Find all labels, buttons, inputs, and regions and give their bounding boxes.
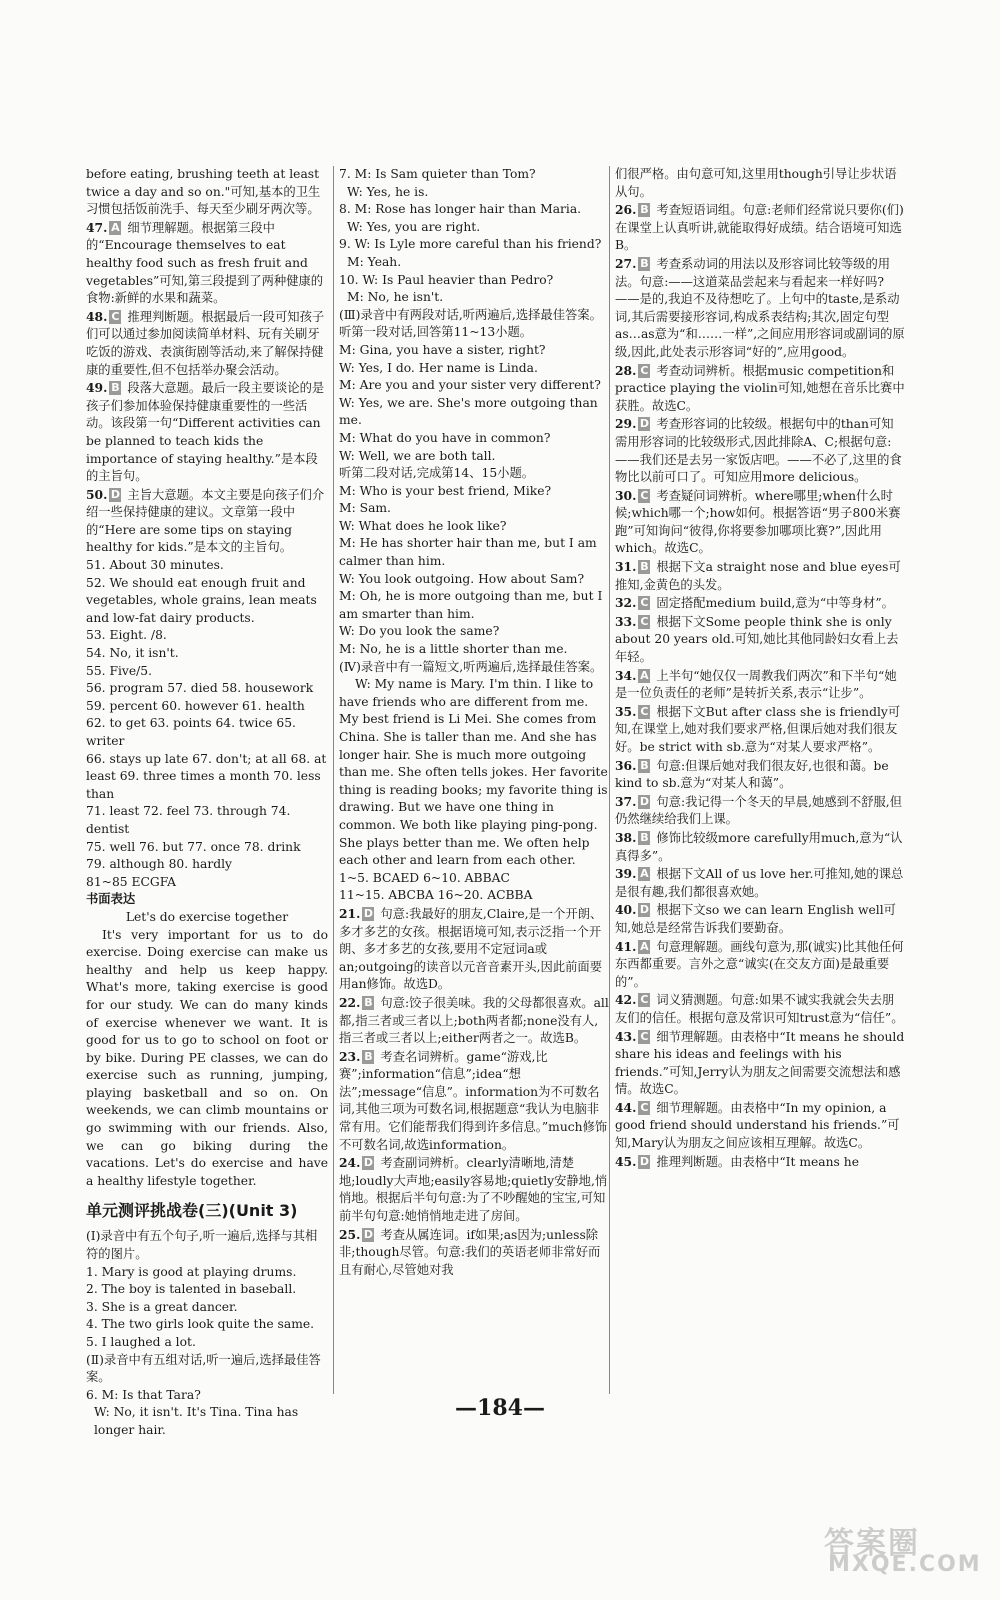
answer-item (615, 594, 905, 613)
answer-letter-box: D (639, 417, 649, 431)
explanation-text: 主旨大意题。本文主要是向孩子们介绍一些保持健康的建议。文章第一段中的“Here are some tips on staying healthy for kids.”是本文的主旨句。 (86, 487, 325, 555)
script-line: W: No, it isn't. It's Tina. Tina has longer hair. (94, 1405, 299, 1437)
dialog-line: 听第二段对话,完成第14、15小题。 (339, 466, 535, 481)
explanation-text: 考查系动词的用法以及形容词比较等级的用法。句意:——这道菜品尝起来与看起来一样好吗?——是的,我迫不及待想吃了。上句中的taste,是系动词,其后需要接形容词,构成系表结构;其次,固定句型as…as意为“和……一样”,之间应用形容词或副词的原级,因此,此处表示形容词“好的”,应用good。 (615, 256, 905, 359)
explanation-text: 固定搭配medium build,意为“中等身材”。 (656, 596, 894, 611)
question-number: 28. (615, 362, 637, 378)
dialog-line: M: No, he isn't. (347, 290, 444, 305)
explanation-text: 推理判断题。由表格中“It means he (656, 1154, 859, 1169)
answer-line: 52. We should eat enough fruit and vegetables, whole grains, lean meats and low-fat dairy products. (86, 575, 317, 625)
question-number: 29. (615, 416, 637, 432)
dialog-line: 8. M: Rose has longer hair than Maria. (339, 202, 582, 217)
question-number: 39. (615, 866, 637, 882)
watermark-logo (824, 1518, 982, 1578)
question-number: 24. (339, 1155, 361, 1171)
answer-item (615, 757, 905, 793)
answer-letter-box: B (640, 758, 649, 772)
explanation-text: 句意:饺子很美味。我的父母都很喜欢。all都,指三者或三者以上;both两者都;none没有人,指三者或三者以上;either两者之一。故选B。 (339, 995, 609, 1046)
answer-letter-box: B (640, 256, 649, 270)
section-heading: (Ⅰ)录音中有五个句子,听一遍后,选择与其相符的图片。 (86, 1229, 318, 1262)
essay-body (86, 927, 328, 1191)
answer-item (339, 1226, 609, 1280)
dialog-line: W: Yes, you are right. (347, 219, 481, 234)
essay-text: It's very important for us to do exercise. Doing exercise can make us healthy and help us keep happy. What's more, taking exercise is good for our study. We can do many kinds of exercise whenever we want. It is good for us to go to school on foot or by bike. During PE classes, we can do exercise such as running, jumping, playing basketball and so on. On weekends, we can climb mountains or go swimming with our friends. Also, we can go biking during the vacations. Let's do exercise and have a healthy lifestyle together. (86, 927, 328, 1188)
question-number: 36. (615, 757, 637, 773)
explanation-text: 考查疑问词辨析。where哪里;when什么时候;which哪一个;how如何。根据答语“男子800米赛跑”可知询问“彼得,你将要参加哪项比赛?”,因此用which。故选C。 (615, 488, 901, 556)
question-number: 42. (615, 992, 637, 1008)
question-number: 41. (615, 938, 637, 954)
script-line: 1. Mary is good at playing drums. (86, 1264, 297, 1279)
explanation-text: 考查从属连词。if如果;as因为;unless除非;though尽管。句意:我们的英语老师非常好而且有耐心,尽管她对我 (339, 1227, 601, 1277)
answer-item (615, 487, 905, 558)
answer-line: 79. although 80. hardly (86, 857, 232, 872)
answer-letter-box: D (363, 906, 373, 920)
dialog-line: 7. M: Is Sam quieter than Tom? (339, 167, 536, 181)
answer-letter-box: C (640, 488, 649, 502)
answer-line: 81~85 ECGFA (86, 874, 177, 889)
answer-line: 53. Eight. /8. (86, 628, 167, 643)
question-number: 22. (339, 994, 361, 1010)
answer-item (615, 991, 905, 1027)
answer-line: 62. to get 63. points 64. twice 65. writer (86, 716, 296, 748)
explanation-text: 根据下文But after class she is friendly可知,在课堂上,她对我们要求严格,但课后她对我们很友好。be strict with sb.意为“对某人要求严格”。 (615, 704, 901, 754)
answer-letter-box: B (640, 560, 649, 574)
answer-item (615, 415, 905, 486)
dialog-line: M: Who is your best friend, Mike? (339, 483, 552, 498)
question-number: 44. (615, 1099, 637, 1115)
answer-item (615, 793, 905, 829)
question-number: 27. (615, 255, 637, 271)
question-number: 48. (86, 308, 108, 324)
question-number: 31. (615, 559, 637, 575)
watermark-url: MXQE.COM (828, 1552, 982, 1577)
answer-letter-box: A (640, 668, 649, 682)
answer-item (615, 255, 905, 362)
question-number: 38. (615, 829, 637, 845)
explanation-text: 考查短语词组。句意:老师们经常说只要你(们)在课堂上认真听讲,就能取得好成绩。结合语境可知选B。 (615, 203, 904, 253)
explanation-text: 考查形容词的比较级。根据句中的than可知需用形容词的比较级形式,因此排除A、C;根据句意:——我们还是去另一家饭店吧。——不必了,这里的食物比以前可口了。可知应用more delicious。 (615, 417, 902, 485)
answer-letter-box: C (640, 1100, 649, 1114)
answer-item (86, 219, 328, 308)
dialog-line: M: He has shorter hair than me, but I am calmer than him. (339, 536, 597, 569)
column-right (615, 166, 905, 1171)
watermark-text: 答案圈 (824, 1526, 920, 1561)
answer-letter-box: D (363, 1156, 373, 1170)
dialog-line: 10. W: Is Paul heavier than Pedro? (339, 272, 554, 287)
paragraph: 们很严格。由句意可知,这里用though引导让步状语从句。 (615, 167, 897, 199)
unit-title: 单元测评挑战卷(三)(Unit 3) (86, 1201, 298, 1221)
answer-item (615, 201, 905, 255)
answer-letter-box: B (364, 1049, 373, 1063)
script-line: 5. I laughed a lot. (86, 1335, 196, 1349)
explanation-text: 句意:我最好的朋友,Claire,是一个开朗、多才多艺的女孩。根据语境可知,表示泛指一个开朗、多才多艺的女孩,要用不定冠词a或an;outgoing的读音以元音音素开头,因此前面要用an修饰。故选D。 (339, 906, 603, 992)
answer-letter-box: B (364, 995, 373, 1009)
explanation-text: 句意:但课后她对我们很友好,也很和蔼。be kind to sb.意为“对某人和蔼”。 (615, 758, 889, 791)
dialog-line: 听第一段对话,回答第11~13小题。 (339, 325, 533, 340)
answer-item (615, 1099, 905, 1153)
answer-item (615, 362, 905, 416)
listening-passage: W: My name is Mary. I'm thin. I like to have friends who are different from me. My best friend is Li Mei. She comes from China. She is taller than me. And she has longer hair. She is much more outgoing than me. She often tells jokes. Her favorite thing is reading books; my favorite thing is drawing. But we have one thing in common. We both like playing ping-pong. She plays better than me. We often help each other and learn from each other. (339, 677, 608, 868)
answer-line: 54. No, it isn't. (86, 646, 179, 661)
answer-item (339, 1154, 609, 1225)
answer-key-line: 11~15. ABCBA 16~20. ACBBA (339, 888, 533, 903)
script-line: 6. M: Is that Tara? (86, 1387, 201, 1402)
question-number: 32. (615, 595, 637, 611)
answer-item (86, 379, 328, 486)
answer-item (615, 558, 905, 594)
answer-line: 51. About 30 minutes. (86, 558, 224, 573)
column-divider-1 (333, 166, 334, 1394)
script-line: 3. She is a great dancer. (86, 1299, 238, 1314)
dialog-line: W: Yes, I do. Her name is Linda. (339, 360, 538, 375)
question-number: 25. (339, 1226, 361, 1242)
answer-letter-box: B (111, 381, 120, 395)
answer-letter-box: B (640, 203, 649, 217)
question-number: 49. (86, 380, 108, 396)
answer-item (615, 829, 905, 865)
answer-letter-box: C (111, 309, 120, 323)
answer-item (339, 1048, 609, 1155)
dialog-line: M: Gina, you have a sister, right? (339, 342, 546, 357)
question-number: 35. (615, 703, 637, 719)
section-heading: (Ⅱ)录音中有五组对话,听一遍后,选择最佳答案。 (86, 1352, 321, 1385)
explanation-text: 细节理解题。由表格中“In my opinion, a good friend should understand his friends.”可知,Mary认为朋友之间应该相互理解。故选C。 (615, 1100, 900, 1151)
script-line: 4. The two girls look quite the same. (86, 1317, 315, 1332)
answer-item (339, 994, 609, 1048)
question-number: 21. (339, 905, 361, 921)
explanation-text: 考查副词辨析。clearly清晰地,清楚地;loudly大声地;easily容易地;quietly安静地,悄悄地。根据后半句句意:为了不吵醒她的宝宝,可知前半句句意:她悄悄地走进了房间。 (339, 1156, 608, 1224)
answer-line: 59. percent 60. however 61. health (86, 698, 305, 713)
explanation-text: 细节理解题。根据第三段中的“Encourage themselves to eat healthy food such as fresh fruit and vegetables”可知,第三段提到了两种健康的食物:新鲜的水果和蔬菜。 (86, 220, 324, 306)
answer-letter-box: A (640, 939, 649, 953)
explanation-text: 词义猜测题。句意:如果不诚实我就会失去朋友们的信任。根据句意及常识可知trust意为“信任”。 (615, 993, 904, 1025)
answer-line: 55. Five/5. (86, 663, 153, 678)
answer-letter-box: D (639, 794, 649, 808)
script-line: 2. The boy is talented in baseball. (86, 1282, 297, 1297)
question-number: 40. (615, 902, 637, 918)
question-number: 50. (86, 486, 108, 502)
section-heading: (Ⅳ)录音中有一篇短文,听两遍后,选择最佳答案。 (339, 659, 603, 674)
answer-letter-box: C (640, 704, 649, 718)
answer-item (615, 938, 905, 992)
question-number: 30. (615, 487, 637, 503)
dialog-line: W: Well, we are both tall. (339, 448, 496, 463)
question-number: 26. (615, 202, 637, 218)
answer-letter-box: C (640, 596, 649, 610)
answer-item (86, 486, 328, 557)
dialog-line: W: What does he look like? (339, 518, 507, 533)
explanation-text: 细节理解题。由表格中“It means he should share his ideas and feelings with his friends.”可知,Jerry认为朋友之间需要交流想法和感情。故选C。 (615, 1029, 905, 1097)
question-number: 37. (615, 793, 637, 809)
dialog-line: M: Yeah. (347, 254, 402, 269)
section-heading: (Ⅲ)录音中有两段对话,听两遍后,选择最佳答案。 (339, 307, 602, 322)
answer-item (615, 901, 905, 937)
dialog-line: 9. W: Is Lyle more careful than his friend? (339, 237, 602, 252)
dialog-line: M: Oh, he is more outgoing than me, but I am smarter than him. (339, 589, 603, 621)
answer-letter-box: D (363, 1227, 373, 1241)
question-number: 43. (615, 1028, 637, 1044)
explanation-text: 根据下文Some people think she is only about 20 years old.可知,她比其他同龄妇女看上去年轻。 (615, 614, 899, 665)
answer-letter-box: D (110, 487, 120, 501)
question-number: 45. (615, 1153, 637, 1169)
answer-line: 71. least 72. feel 73. through 74. dentist (86, 804, 291, 836)
explanation-text: 考查动词辨析。根据music competition和practice playing the violin可知,她想在音乐比赛中获胜。故选C。 (615, 363, 905, 413)
question-number: 47. (86, 219, 108, 235)
answer-letter-box: C (640, 993, 649, 1007)
answer-item (615, 1028, 905, 1099)
answer-item (86, 308, 328, 379)
answer-item (615, 667, 905, 703)
answer-letter-box: C (640, 614, 649, 628)
explanation-text: 根据下文a straight nose and blue eyes可推知,金黄色的头发。 (615, 560, 901, 592)
explanation-text: 根据下文All of us love her.可推知,她的课总是很有趣,我们都很喜欢她。 (615, 867, 904, 899)
answer-item (615, 865, 905, 901)
dialog-line: M: No, he is a little shorter than me. (339, 642, 568, 657)
question-number: 33. (615, 613, 637, 629)
column-left (86, 166, 328, 1440)
explanation-text: 上半句“她仅仅一周教我们两次”和下半句“她是一位负责任的老师”是转折关系,表示“让步”。 (615, 668, 897, 701)
explanation-text: 句意理解题。画线句意为,那(诚实)比其他任何东西都重要。言外之意“诚实(在交友方面)是最重要的”。 (615, 939, 904, 989)
explanation-text: 段落大意题。最后一段主要谈论的是孩子们参加体验保持健康重要性的一些活动。该段第一句“Different activities can be planned to teach kids the importance of staying healthy.”是本段的主旨句。 (86, 381, 325, 484)
answer-item (615, 613, 905, 667)
column-divider-2 (609, 166, 610, 1394)
dialog-line: W: Yes, he is. (347, 184, 429, 199)
explanation-text: 根据下文so we can learn English well可知,她总是经常告诉我们要勤奋。 (615, 903, 896, 935)
answer-item (615, 1153, 905, 1172)
answer-item (615, 703, 905, 757)
paragraph: before eating, brushing teeth at least twice a day and so on."可知,基本的卫生习惯包括饭前洗手、每天至少刷牙两次等。 (86, 167, 321, 217)
dialog-line: M: Sam. (339, 501, 391, 516)
answer-letter-box: A (640, 867, 649, 881)
dialog-line: W: You look outgoing. How about Sam? (339, 571, 585, 586)
dialog-line: M: Are you and your sister very different? (339, 378, 601, 393)
question-number: 23. (339, 1048, 361, 1064)
explanation-text: 推理判断题。根据最后一段可知孩子们可以通过参加阅读简单材料、玩有关刷牙吃饭的游戏、表演街剧等活动,来了解保持健康的重要性,但不包括举办聚会活动。 (86, 309, 325, 377)
answer-key-line: 1~5. BCAED 6~10. ABBAC (339, 870, 510, 885)
answer-line: 75. well 76. but 77. once 78. drink (86, 839, 301, 854)
explanation-text: 修饰比较级more carefully用much,意为“认真得多”。 (615, 830, 903, 863)
essay-title: Let's do exercise together (125, 909, 289, 924)
column-middle (339, 166, 609, 1279)
dialog-line: W: Do you look the same? (339, 624, 500, 639)
answer-line: 56. program 57. died 58. housework (86, 681, 314, 696)
answer-letter-box: B (640, 830, 649, 844)
explanation-text: 句意:我记得一个冬天的早晨,她感到不舒服,但仍然继续给我们上课。 (615, 794, 903, 827)
dialog-line: M: What do you have in common? (339, 430, 551, 445)
question-number: 34. (615, 667, 637, 683)
answer-item (339, 905, 609, 994)
answer-letter-box: C (640, 363, 649, 377)
answer-letter-box: C (640, 1029, 649, 1043)
answer-letter-box: D (639, 1154, 649, 1168)
dialog-line: W: Yes, we are. She's more outgoing than me. (339, 395, 598, 428)
explanation-text: 考查名词辨析。game“游戏,比赛”;information“信息”;idea“想法”;message“信息”。information为不可数名词,其他三项为可数名词,根据题意“我认为电脑非常有用。它们能帮我们得到许多信息。”much修饰不可数名词,故选information。 (339, 1049, 608, 1152)
writing-heading: 书面表达 (86, 892, 136, 907)
page-number: —184— (455, 1395, 545, 1421)
answer-letter-box: D (639, 903, 649, 917)
answer-letter-box: A (111, 220, 120, 234)
answer-line: 66. stays up late 67. don't; at all 68. at least 69. three times a month 70. less than (86, 751, 327, 801)
